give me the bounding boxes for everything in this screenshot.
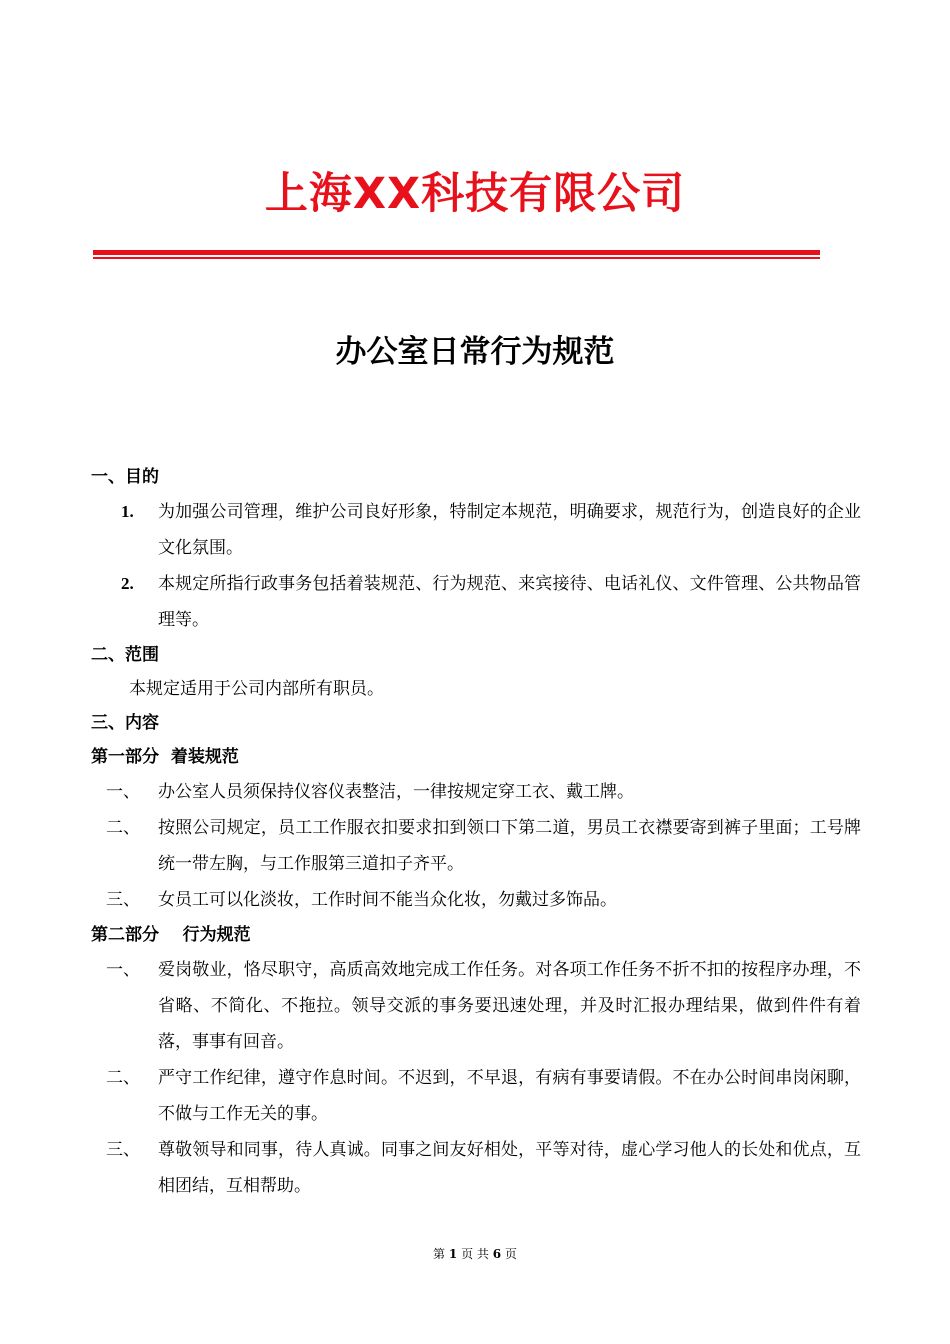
section-heading-scope: 二、范围 (91, 645, 159, 665)
item-text: 爱岗敬业，恪尽职守，高质高效地完成工作任务。对各项工作任务不折不扣的按程序办理，不省略、不简化、不拖拉。领导交派的事务要迅速处理，并及时汇报办理结果，做到件件有着落，事事有回音。 (158, 960, 861, 1052)
document-title: 办公室日常行为规范 (335, 334, 615, 370)
item-text: 办公室人员须保持仪容仪表整洁，一律按规定穿工衣、戴工牌。 (158, 782, 634, 802)
footer-middle: 页 共 (461, 1247, 489, 1261)
item-number: 一、 (106, 960, 140, 980)
current-page-number: 1 (448, 1247, 458, 1261)
list-item (91, 774, 861, 810)
list-item (91, 952, 861, 1060)
list-item (91, 1060, 861, 1132)
item-number: 三、 (106, 890, 140, 910)
header-red-rule (93, 250, 820, 260)
page-footer (0, 1244, 950, 1264)
list-item (91, 494, 861, 566)
rule-thick-line (93, 250, 820, 255)
item-number: 二、 (106, 1068, 140, 1088)
list-item (91, 882, 861, 918)
item-text: 本规定所指行政事务包括着装规范、行为规范、来宾接待、电话礼仪、文件管理、公共物品管理等。 (158, 574, 861, 630)
company-name: 上海XX科技有限公司 (264, 169, 686, 219)
list-item (91, 566, 861, 638)
list-item (91, 810, 861, 882)
total-page-count: 6 (492, 1247, 502, 1261)
item-number: 2. (121, 574, 134, 593)
section-heading-purpose: 一、目的 (91, 467, 159, 487)
section-heading-content: 三、内容 (91, 713, 159, 733)
part1-heading: 第一部分 着装规范 (91, 747, 239, 767)
footer-prefix: 第 (433, 1247, 446, 1261)
item-text: 尊敬领导和同事，待人真诚。同事之间友好相处，平等对待，虚心学习他人的长处和优点，互相团结，互相帮助。 (158, 1140, 861, 1196)
item-number: 三、 (106, 1140, 140, 1160)
list-item (91, 1132, 861, 1204)
item-text: 严守工作纪律，遵守作息时间。不迟到，不早退，有病有事要请假。不在办公时间串岗闲聊，不做与工作无关的事。 (158, 1068, 861, 1124)
rule-thin-line (93, 257, 820, 259)
item-text: 为加强公司管理，维护公司良好形象，特制定本规范，明确要求，规范行为，创造良好的企业文化氛围。 (158, 502, 861, 558)
item-text: 按照公司规定，员工工作服衣扣要求扣到领口下第二道，男员工衣襟要寄到裤子里面；工号牌统一带左胸，与工作服第三道扣子齐平。 (158, 818, 861, 874)
item-number: 二、 (106, 818, 140, 838)
item-number: 一、 (106, 782, 140, 802)
document-body (91, 460, 861, 1204)
item-number: 1. (121, 502, 134, 521)
footer-suffix: 页 (504, 1247, 517, 1261)
scope-text: 本规定适用于公司内部所有职员。 (129, 679, 384, 699)
part2-heading: 第二部分 行为规范 (91, 925, 251, 945)
item-text: 女员工可以化淡妆，工作时间不能当众化妆，勿戴过多饰品。 (158, 890, 617, 910)
